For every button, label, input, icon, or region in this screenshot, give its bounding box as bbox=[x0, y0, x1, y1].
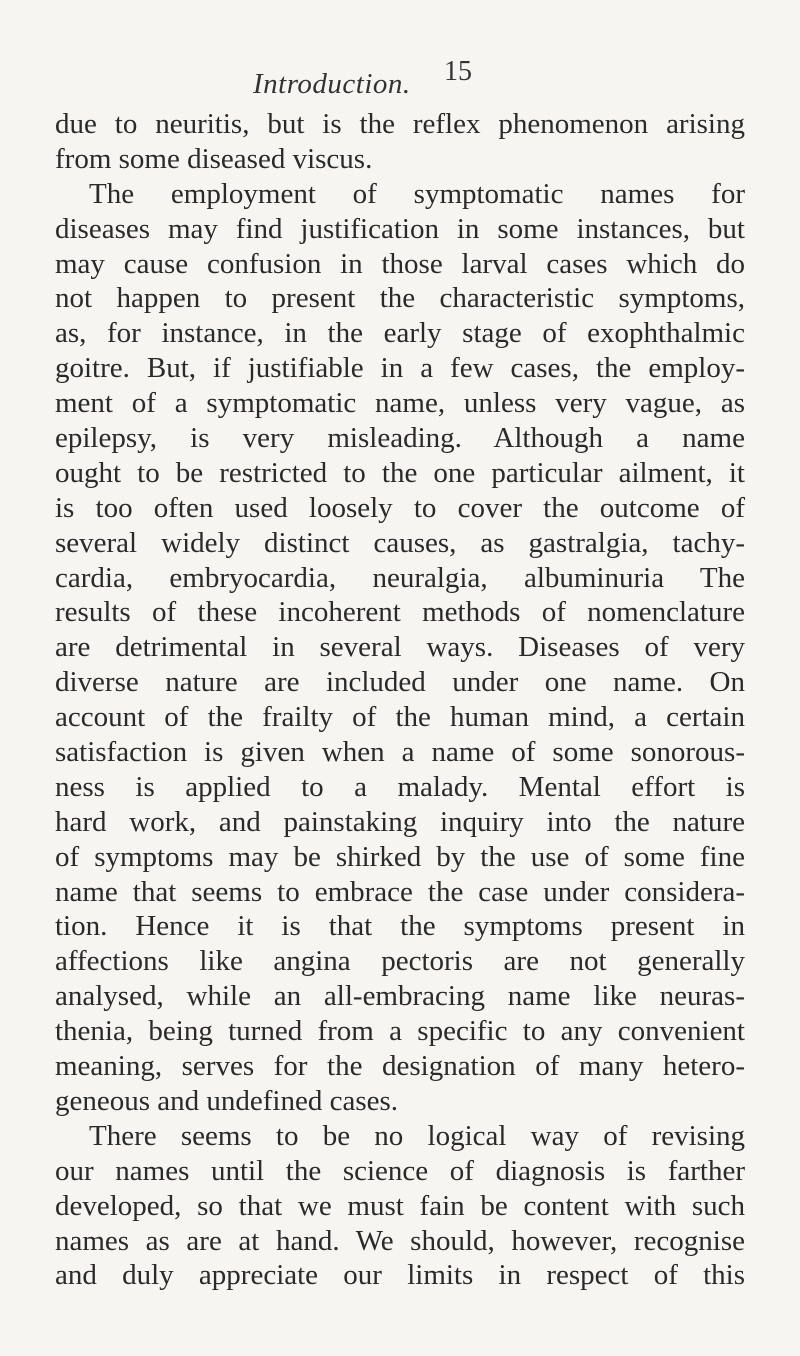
text-line: ought to be restricted to the one particular ailment, it bbox=[55, 456, 745, 489]
text-line: There seems to be no logical way of revising bbox=[89, 1119, 745, 1152]
text-line: The employment of symptomatic names for bbox=[89, 177, 745, 210]
text-line: developed, so that we must fain be content with such bbox=[55, 1189, 745, 1222]
text-line: names as are at hand. We should, however, recognise bbox=[55, 1224, 745, 1257]
text-line: our names until the science of diagnosis is farther bbox=[55, 1154, 745, 1187]
text-line: ment of a symptomatic name, unless very vague, as bbox=[55, 387, 745, 420]
text-line: ness is applied to a malady. Mental effort is bbox=[55, 770, 745, 803]
text-line: affections like angina pectoris are not generally bbox=[55, 945, 745, 978]
text-line: diverse nature are included under one name. On bbox=[55, 666, 745, 699]
text-line: goitre. But, if justifiable in a few cases, the employ- bbox=[55, 352, 745, 385]
body-text bbox=[55, 107, 745, 1293]
text-line: may cause confusion in those larval cases which do bbox=[55, 247, 745, 280]
text-line: of symptoms may be shirked by the use of some fine bbox=[55, 840, 745, 873]
text-line: account of the frailty of the human mind, a certain bbox=[55, 701, 745, 734]
text-line: tion. Hence it is that the symptoms present in bbox=[55, 910, 745, 943]
text-line: diseases may find justification in some instances, but bbox=[55, 212, 745, 245]
text-line: several widely distinct causes, as gastralgia, tachy- bbox=[55, 526, 745, 559]
text-line: cardia, embryocardia, neuralgia, albuminuria The bbox=[55, 561, 745, 594]
text-line: not happen to present the characteristic symptoms, bbox=[55, 282, 745, 315]
text-line: as, for instance, in the early stage of exophthalmic bbox=[55, 317, 745, 350]
text-line: analysed, while an all-embracing name like neuras- bbox=[55, 980, 745, 1013]
page-number: 15 bbox=[444, 56, 472, 87]
text-line: epilepsy, is very misleading. Although a name bbox=[55, 422, 745, 455]
text-line: due to neuritis, but is the reflex phenomenon arising bbox=[55, 108, 745, 140]
text-line: thenia, being turned from a specific to any convenient bbox=[55, 1015, 745, 1048]
text-line: geneous and undefined cases. bbox=[55, 1084, 399, 1117]
text-line: meaning, serves for the designation of many hetero- bbox=[55, 1050, 745, 1083]
text-line: and duly appreciate our limits in respect of this bbox=[55, 1259, 745, 1292]
running-title: Introduction. bbox=[253, 68, 411, 100]
text-line: satisfaction is given when a name of some sonorous- bbox=[55, 736, 745, 769]
text-line: are detrimental in several ways. Diseases of very bbox=[55, 631, 745, 664]
text-line: results of these incoherent methods of nomenclature bbox=[55, 596, 745, 629]
text-line: hard work, and painstaking inquiry into the nature bbox=[55, 805, 745, 838]
text-line: from some diseased viscus. bbox=[55, 142, 373, 175]
text-line: name that seems to embrace the case under considera- bbox=[55, 875, 745, 908]
text-line: is too often used loosely to cover the outcome of bbox=[55, 491, 745, 524]
